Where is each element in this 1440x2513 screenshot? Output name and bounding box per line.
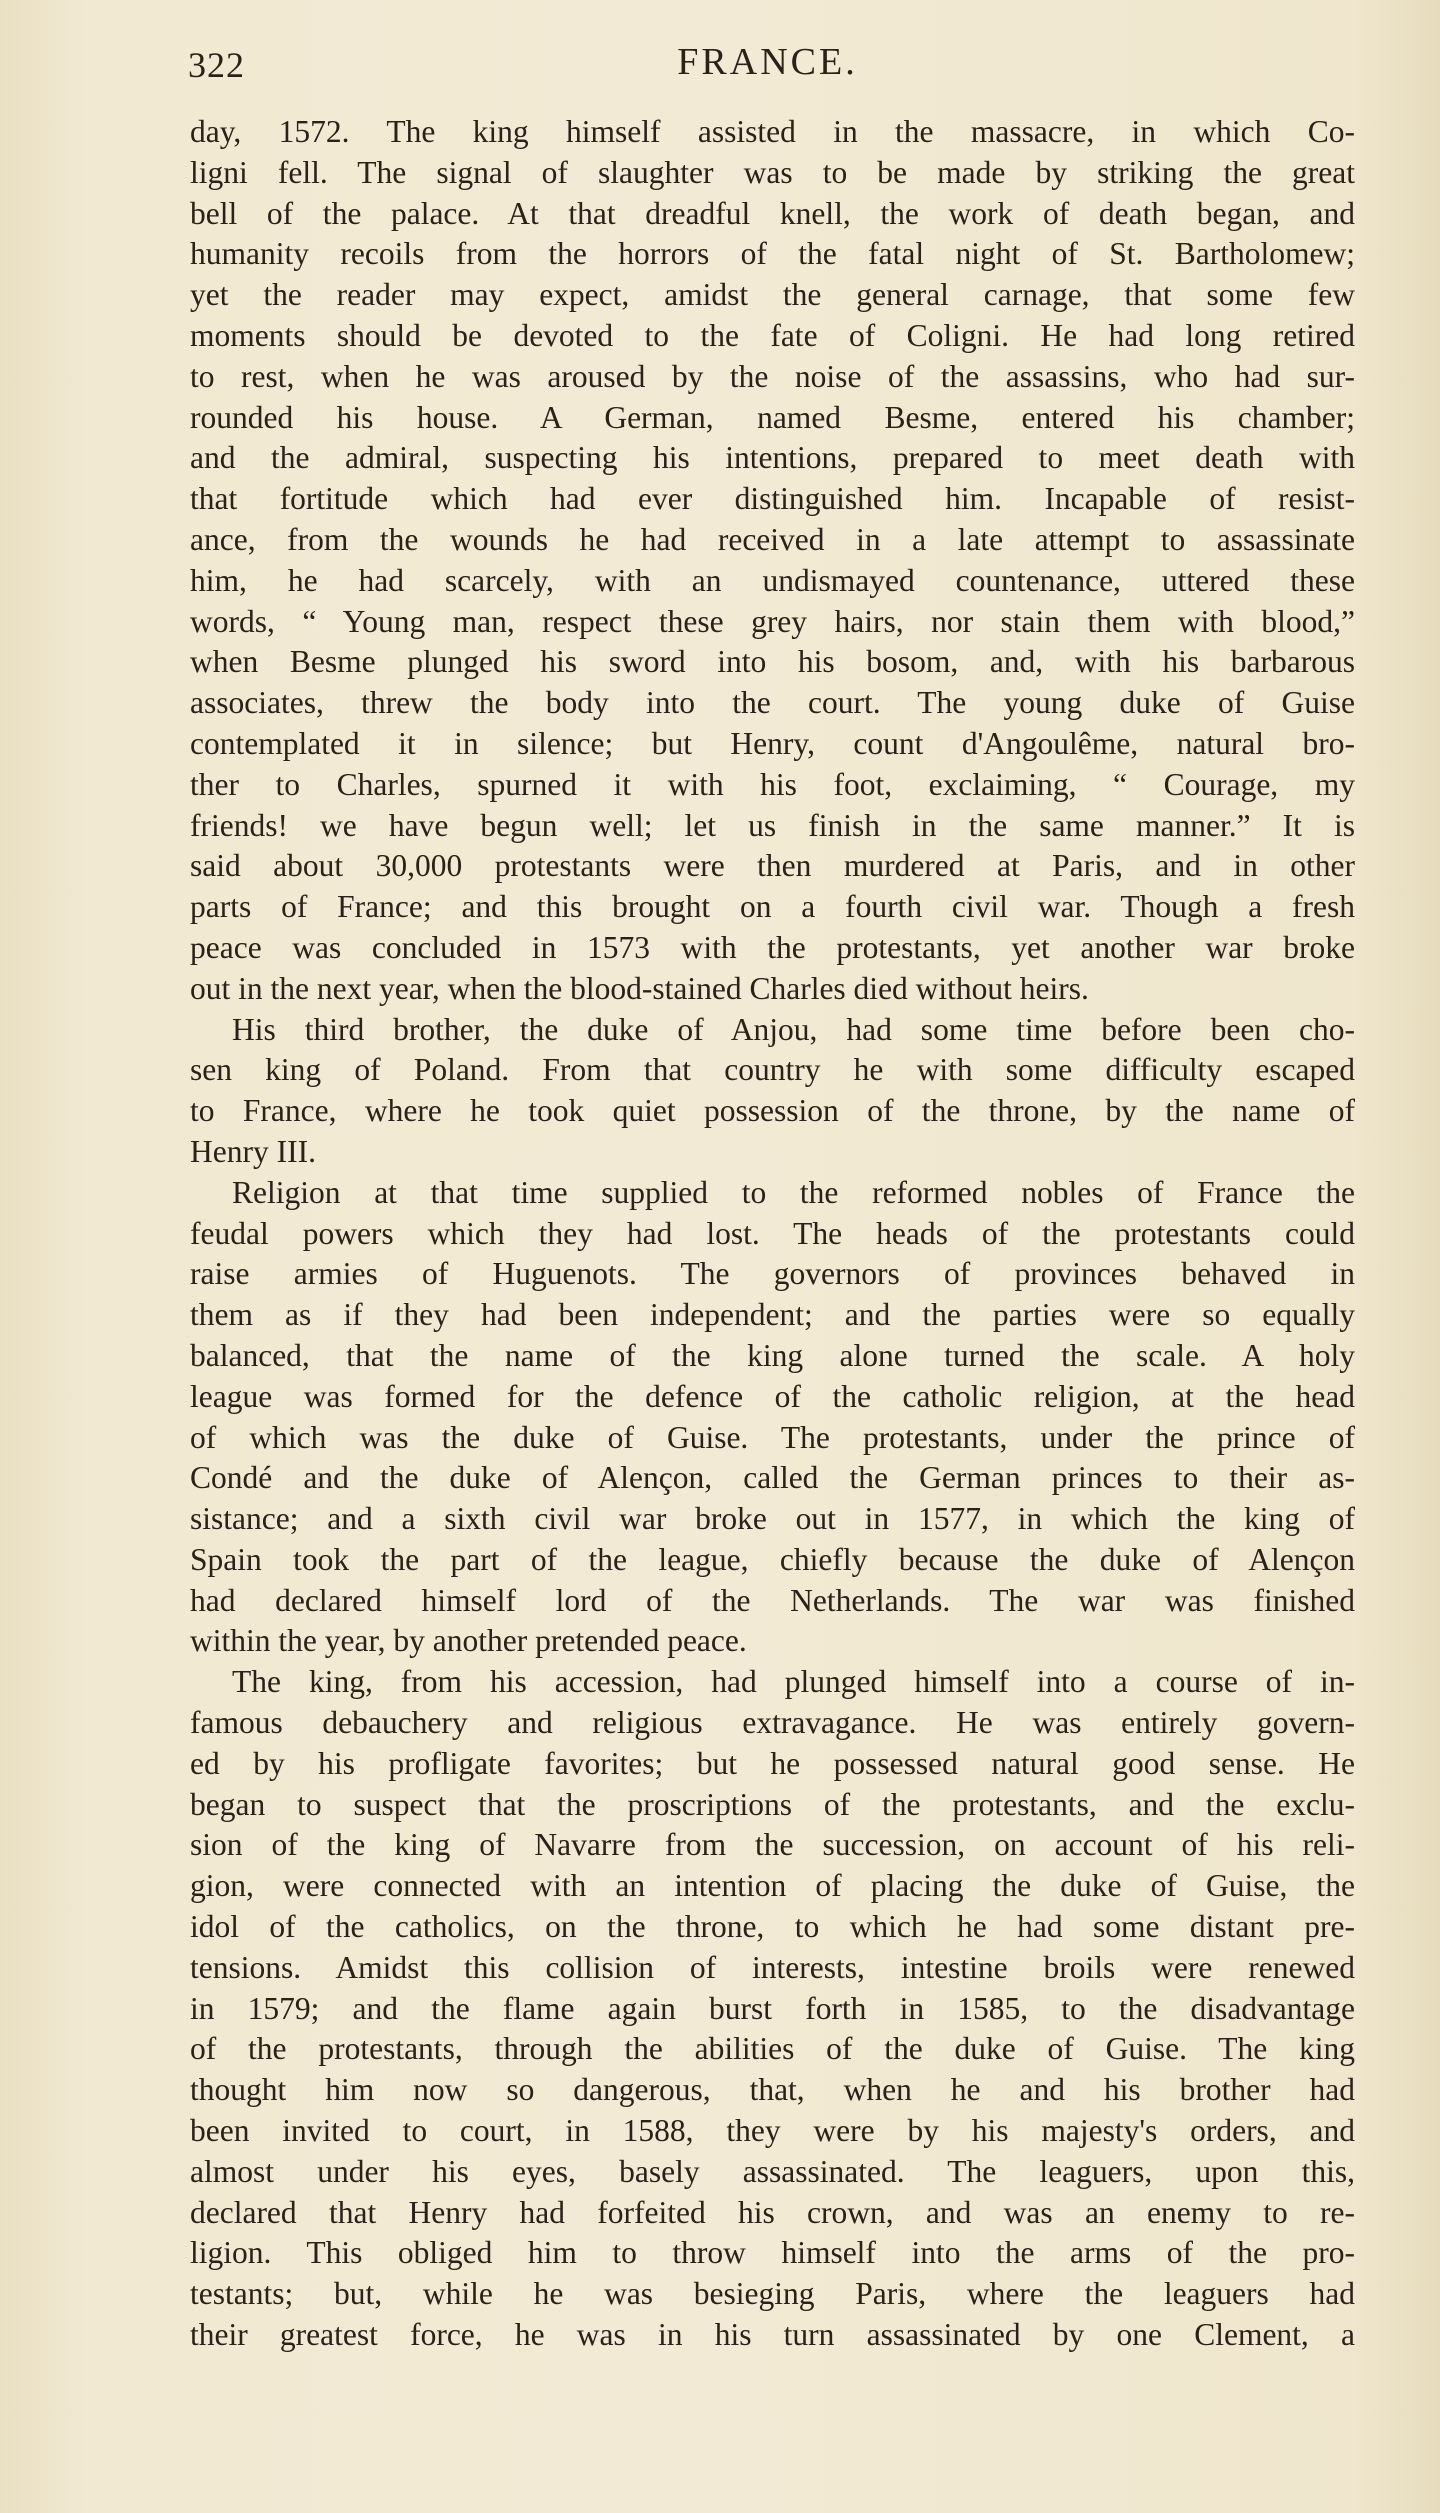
- text-line: peace was concluded in 1573 with the protestants, yet another war broke: [190, 929, 1355, 965]
- running-title: FRANCE.: [677, 41, 858, 83]
- text-line: ligion. This obliged him to throw himself into the arms of the pro-: [190, 2235, 1355, 2271]
- text-line: him, he had scarcely, with an undismayed countenance, uttered these: [190, 562, 1355, 598]
- text-line: contemplated it in silence; but Henry, count d'Angoulême, natural bro-: [190, 725, 1355, 761]
- text-line: ed by his profligate favorites; but he possessed natural good sense. He: [190, 1745, 1355, 1781]
- text-line: had declared himself lord of the Netherlands. The war was finished: [190, 1582, 1355, 1618]
- text-line: and the admiral, suspecting his intentions, prepared to meet death with: [190, 440, 1355, 476]
- text-line: tensions. Amidst this collision of interests, intestine broils were renewed: [190, 1949, 1355, 1985]
- text-line: words, “ Young man, respect these grey hairs, nor stain them with blood,”: [190, 603, 1355, 639]
- text-line: to France, where he took quiet possession of the throne, by the name of: [190, 1093, 1355, 1129]
- text-line: balanced, that the name of the king alone turned the scale. A holy: [190, 1337, 1355, 1373]
- text-line: in 1579; and the flame again burst forth in 1585, to the disadvantage: [190, 1990, 1355, 2026]
- text-line: them as if they had been independent; and the parties were so equally: [190, 1297, 1355, 1333]
- text-line: been invited to court, in 1588, they were by his majesty's orders, and: [190, 2113, 1355, 2149]
- text-line: associates, threw the body into the court. The young duke of Guise: [190, 685, 1355, 721]
- text-line: raise armies of Huguenots. The governors of provinces behaved in: [190, 1256, 1355, 1292]
- text-line: bell of the palace. At that dreadful knell, the work of death began, and: [190, 195, 1355, 231]
- text-line: that fortitude which had ever distinguished him. Incapable of resist-: [190, 481, 1355, 517]
- text-line: of which was the duke of Guise. The protestants, under the prince of: [190, 1419, 1355, 1455]
- text-line: sen king of Poland. From that country he with some difficulty escaped: [190, 1052, 1355, 1088]
- text-line: within the year, by another pretended peace.: [190, 1623, 747, 1659]
- text-line: His third brother, the duke of Anjou, had some time before been cho-: [232, 1011, 1355, 1047]
- text-line: declared that Henry had forfeited his crown, and was an enemy to re-: [190, 2194, 1355, 2230]
- text-line: to rest, when he was aroused by the noise of the assassins, who had sur-: [190, 358, 1355, 394]
- text-line: humanity recoils from the horrors of the fatal night of St. Bartholomew;: [190, 236, 1355, 272]
- text-line: Henry III.: [190, 1133, 316, 1169]
- text-line: gion, were connected with an intention of placing the duke of Guise, the: [190, 1868, 1355, 1904]
- text-line: feudal powers which they had lost. The heads of the protestants could: [190, 1215, 1355, 1251]
- text-line: famous debauchery and religious extravagance. He was entirely govern-: [190, 1705, 1355, 1741]
- text-line: said about 30,000 protestants were then murdered at Paris, and in other: [190, 848, 1355, 884]
- text-line: ligni fell. The signal of slaughter was to be made by striking the great: [190, 154, 1355, 190]
- text-line: idol of the catholics, on the throne, to which he had some distant pre-: [190, 1909, 1355, 1945]
- text-line: day, 1572. The king himself assisted in the massacre, in which Co-: [190, 114, 1355, 149]
- text-line: sistance; and a sixth civil war broke out in 1577, in which the king of: [190, 1501, 1355, 1537]
- body-text: [190, 112, 1355, 2356]
- running-head: [180, 38, 1355, 90]
- page-number: 322: [188, 45, 245, 85]
- text-line: The king, from his accession, had plunged himself into a course of in-: [232, 1664, 1355, 1700]
- text-line: testants; but, while he was besieging Paris, where the leaguers had: [190, 2276, 1355, 2312]
- text-line: ance, from the wounds he had received in a late attempt to assassinate: [190, 521, 1355, 557]
- text-line: Condé and the duke of Alençon, called the German princes to their as-: [190, 1460, 1355, 1496]
- text-line: league was formed for the defence of the catholic religion, at the head: [190, 1378, 1355, 1414]
- text-line: when Besme plunged his sword into his bosom, and, with his barbarous: [190, 644, 1355, 680]
- text-line: moments should be devoted to the fate of Coligni. He had long retired: [190, 317, 1355, 353]
- text-line: yet the reader may expect, amidst the general carnage, that some few: [190, 277, 1355, 313]
- text-line: parts of France; and this brought on a fourth civil war. Though a fresh: [190, 889, 1355, 925]
- text-line: rounded his house. A German, named Besme, entered his chamber;: [190, 399, 1355, 435]
- text-line: their greatest force, he was in his turn assassinated by one Clement, a: [190, 2317, 1355, 2353]
- text-line: of the protestants, through the abilities of the duke of Guise. The king: [190, 2031, 1355, 2067]
- text-line: began to suspect that the proscriptions of the protestants, and the exclu-: [190, 1786, 1355, 1822]
- text-line: ther to Charles, spurned it with his foot, exclaiming, “ Courage, my: [190, 766, 1355, 802]
- text-line: almost under his eyes, basely assassinated. The leaguers, upon this,: [190, 2153, 1355, 2189]
- text-line: sion of the king of Navarre from the succession, on account of his reli-: [190, 1827, 1355, 1863]
- text-line: Spain took the part of the league, chiefly because the duke of Alençon: [190, 1541, 1355, 1577]
- text-line: out in the next year, when the blood-stained Charles died without heirs.: [190, 970, 1089, 1006]
- text-line: Religion at that time supplied to the reformed nobles of France the: [232, 1174, 1355, 1210]
- text-line: friends! we have begun well; let us finish in the same manner.” It is: [190, 807, 1355, 843]
- text-line: thought him now so dangerous, that, when he and his brother had: [190, 2072, 1355, 2108]
